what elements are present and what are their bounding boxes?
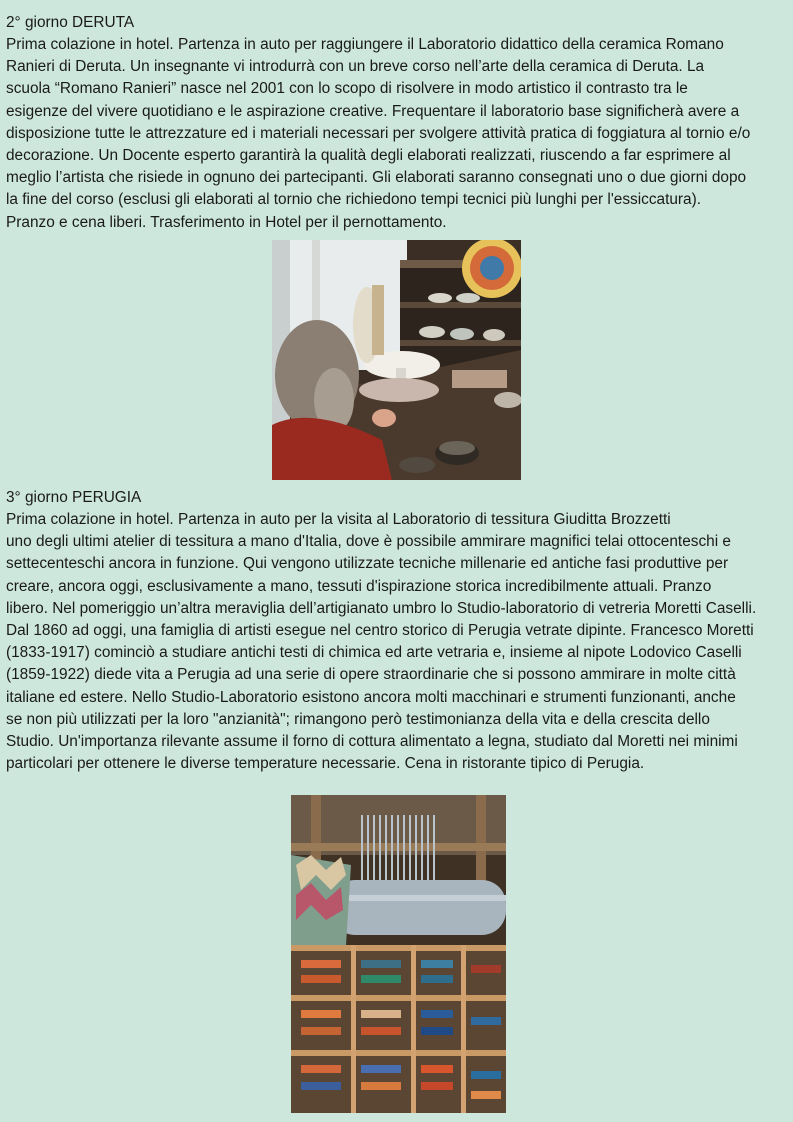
day3-line: particolari per ottenere le diverse temperature necessarie. Cena in ristorante tipico di Perugia. (6, 755, 645, 773)
day2-line: la fine del corso (esclusi gli elaborati al tornio che richiedono tempi tecnici più lunghi per l'essiccatura). (6, 191, 702, 209)
day2-line: decorazione. Un Docente esperto garantirà la qualità degli elaborati realizzati, riuscendo a far esprimere al (6, 147, 731, 165)
day2-line: Ranieri di Deruta. Un insegnante vi introdurrà con un breve corso nell’arte della ceramica di Deruta. La (6, 58, 705, 76)
day2-section (6, 12, 788, 234)
ceramics-workshop-photo (272, 240, 521, 480)
day3-line: uno degli ultimi atelier di tessitura a mano d'Italia, dove è possibile ammirare magnifici telai ottocenteschi e (6, 533, 731, 551)
day3-line: Dal 1860 ad oggi, una famiglia di artisti esegue nel centro storico di Perugia vetrate dipinte. Francesco Moretti (6, 622, 754, 640)
day2-paragraph (6, 34, 788, 234)
day3-line: se non più utilizzati per la loro "anzianità"; rimangono però testimonianza della vita e della crescita dello (6, 710, 710, 728)
day3-heading: 3° giorno PERUGIA (6, 489, 142, 506)
day3-section (6, 487, 788, 775)
day3-line: Studio. Un'importanza rilevante assume il forno di cottura alimentato a legna, studiato dal Moretti nei minimi (6, 733, 738, 751)
day3-line: italiane ed estere. Nello Studio-Laboratorio esistono ancora molti macchinari e strumenti funzionanti, anche (6, 688, 736, 706)
day2-line: disposizione tutte le attrezzature ed i materiali necessari per svolgere attività pratica di foggiatura al tornio e/o (6, 124, 751, 142)
day3-line: Prima colazione in hotel. Partenza in auto per la visita al Laboratorio di tessitura Giuditta Brozzetti (6, 511, 671, 528)
day2-line: Pranzo e cena liberi. Trasferimento in Hotel per il pernottamento. (6, 213, 447, 231)
day2-line: meglio l’artista che risiede in ognuno dei partecipanti. Gli elaborati saranno consegnati uno o due giorni dopo (6, 169, 747, 187)
weaving-loom-photo (291, 795, 506, 1113)
day2-line: scuola “Romano Ranieri” nasce nel 2001 con lo scopo di risolvere in modo artistico il contrasto tra le (6, 80, 688, 98)
day3-line: settecenteschi ancora in funzione. Qui vengono utilizzate tecniche millenarie ed antiche fasi produttive per (6, 555, 729, 573)
day2-line: esigenze del vivere quotidiano e le aspirazione creative. Frequentare il laboratorio base significherà avere a (6, 102, 740, 120)
day3-line: (1833-1917) cominciò a studiare antichi testi di chimica ed arte vetraria e, insieme al nipote Lodovico Caselli (6, 644, 742, 662)
day3-line: (1859-1922) diede vita a Perugia ad una serie di opere straordinarie che si possono ammirare in molte città (6, 666, 736, 684)
day3-line: libero. Nel pomeriggio un’altra meraviglia dell’artigianato umbro lo Studio-laboratorio di vetreria Moretti Caselli. (6, 599, 757, 617)
day2-line: Prima colazione in hotel. Partenza in auto per raggiungere il Laboratorio didattico della ceramica Romano (6, 36, 724, 53)
day3-paragraph (6, 509, 788, 775)
day2-heading: 2° giorno DERUTA (6, 14, 135, 31)
day3-line: creare, ancora oggi, esclusivamente a mano, tessuti d'ispirazione storica incredibilmente attuali. Pranzo (6, 577, 712, 595)
